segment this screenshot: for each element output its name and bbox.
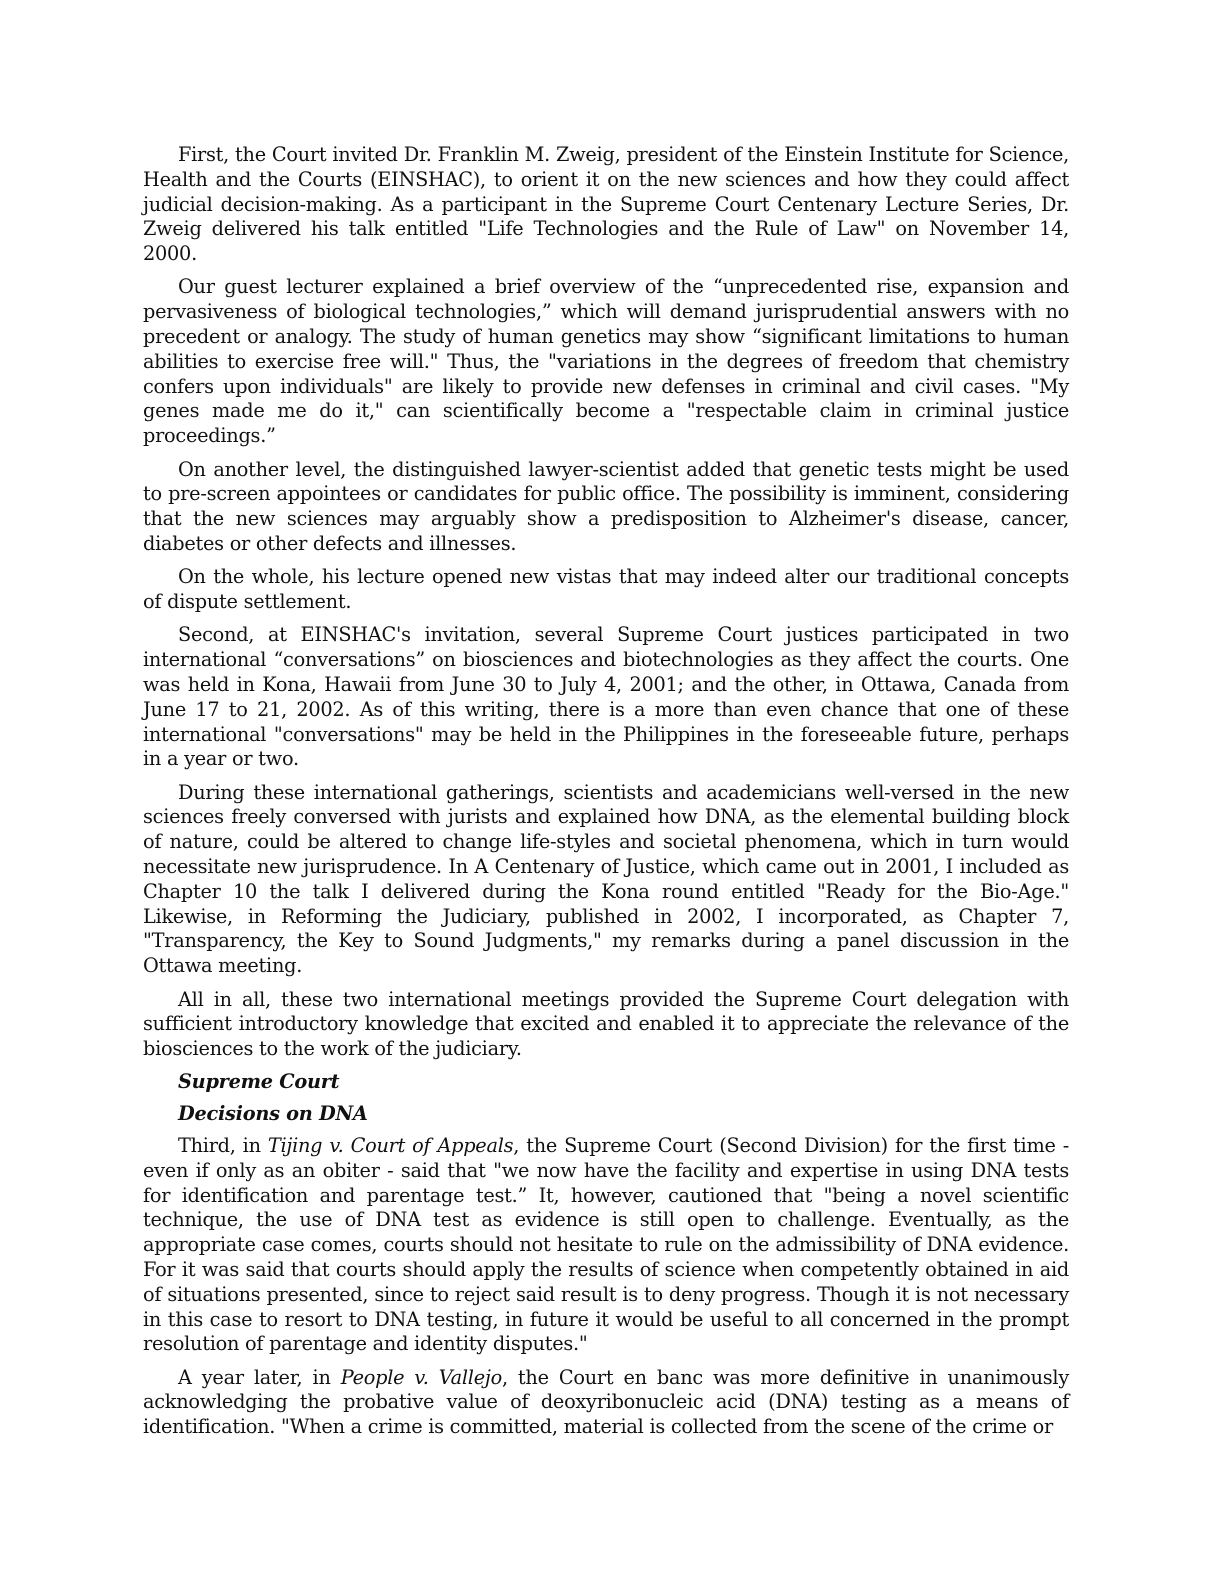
body-paragraph — [143, 623, 1069, 772]
text-run: On the whole, his lecture opened new vistas that may indeed alter our traditional concepts of dispute settlement. — [143, 565, 1069, 614]
case-name-italic: People v. Vallejo — [340, 1365, 502, 1389]
document-page — [143, 143, 1069, 1449]
heading-text: Decisions on DNA — [178, 1102, 368, 1126]
text-run: All in all, these two international meetings provided the Supreme Court delegation with sufficient introductory knowledge that excited and enabled it to appreciate the relevance of the biosciences to the work of the judiciary. — [143, 987, 1069, 1061]
section-heading — [178, 1070, 1069, 1095]
body-paragraph — [143, 565, 1069, 615]
text-run: On another level, the distinguished lawyer-scientist added that genetic tests might be used to pre-screen appointees or candidates for public office. The possibility is imminent, considering that the new sciences may arguably show a predisposition to Alzheimer's disease, cancer, diabetes or other defects and illnesses. — [143, 457, 1069, 555]
text-run: , the Court en banc was more definitive in unanimously acknowledging the probative value of deoxyribonucleic acid (DNA) testing as a means of identification. "When a crime is committed, material is collected from the scene of the crime or — [143, 1365, 1069, 1439]
text-run: Third, in — [178, 1133, 268, 1157]
body-paragraph — [143, 458, 1069, 557]
body-paragraph — [143, 988, 1069, 1062]
body-paragraph — [143, 1134, 1069, 1357]
text-run: During these international gatherings, scientists and academicians well-versed in the new sciences freely conversed with jurists and explained how DNA, as the elemental building block of nature, could be altered to change life-styles and societal phenomena, which in turn would necessitate new jurisprudence. In A Centenary of Justice, which came out in 2001, I included as Chapter 10 the talk I delivered during the Kona round entitled "Ready for the Bio-Age." Likewise, in Reforming the Judiciary, published in 2002, I incorporated, as Chapter 7, "Transparency, the Key to Sound Judgments," my remarks during a panel discussion in the Ottawa meeting. — [143, 780, 1069, 978]
text-run: Second, at EINSHAC's invitation, several Supreme Court justices participated in two international “conversations” on biosciences and biotechnologies as they affect the courts. One was held in Kona, Hawaii from June 30 to July 4, 2001; and the other, in Ottawa, Canada from June 17 to 21, 2002. As of this writing, there is a more than even chance that one of these international "conversations" may be held in the Philippines in the foreseeable future, perhaps in a year or two. — [143, 623, 1069, 771]
heading-text: Supreme Court — [178, 1070, 340, 1094]
case-name-italic: Tijing v. Court of Appeals — [267, 1133, 514, 1157]
text-run: A year later, in — [178, 1365, 341, 1389]
text-run: , the Supreme Court (Second Division) for the first time - even if only as an obiter - said that "we now have the facility and expertise in using DNA tests for identification and parentage test.” It, however, cautioned that "being a novel scientific technique, the use of DNA test as evidence is still open to challenge. Eventually, as the appropriate case comes, courts should not hesitate to rule on the admissibility of DNA evidence. For it was said that courts should apply the results of science when competently obtained in aid of situations presented, since to reject said result is to deny progress. Though it is not necessary in this case to resort to DNA testing, in future it would be useful to all concerned in the prompt resolution of parentage and identity disputes." — [143, 1133, 1069, 1356]
body-paragraph — [143, 1366, 1069, 1440]
body-paragraph — [143, 781, 1069, 979]
body-paragraph — [143, 143, 1069, 267]
text-run: First, the Court invited Dr. Franklin M. Zweig, president of the Einstein Institute for Science, Health and the Courts (EINSHAC), to orient it on the new sciences and how they could affect judicial decision-making. As a participant in the Supreme Court Centenary Lecture Series, Dr. Zweig delivered his talk entitled "Life Technologies and the Rule of Law" on November 14, 2000. — [143, 143, 1069, 266]
section-heading — [178, 1102, 1069, 1127]
text-run: Our guest lecturer explained a brief overview of the “unprecedented rise, expansion and pervasiveness of biological technologies,” which will demand jurisprudential answers with no precedent or analogy. The study of human genetics may show “significant limitations to human abilities to exercise free will." Thus, the "variations in the degrees of freedom that chemistry confers upon individuals" are likely to provide new defenses in criminal and civil cases. "My genes made me do it," can scientifically become a "respectable claim in criminal justice proceedings.” — [143, 275, 1069, 448]
body-paragraph — [143, 275, 1069, 449]
